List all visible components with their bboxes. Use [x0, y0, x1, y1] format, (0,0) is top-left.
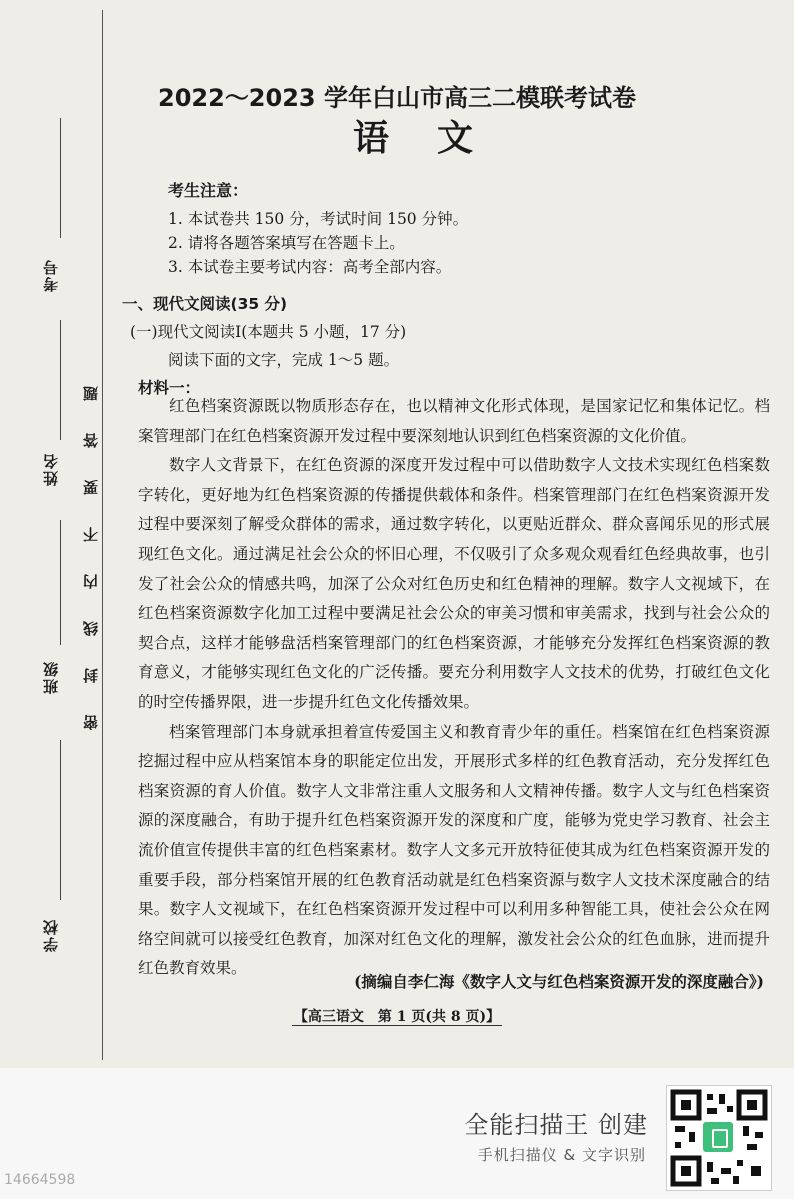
section-heading: 一、现代文阅读(35 分) [122, 295, 288, 313]
field-school-blank[interactable] [60, 740, 61, 900]
scanner-brand: 全能扫描王 创建 [464, 1111, 648, 1139]
passage-paragraph: 档案管理部门本身就承担着宣传爱国主义和教育青少年的重任。档案馆在红色档案资源挖掘过程中应从档案馆本身的职能定位出发，开展形式多样的红色教育活动，充分发挥红色档案资源的育人价值。数字人文非常注重人文服务和人文精神传播。数字人文与红色档案资源的深度融合，有助于提升红色档案资源开发的深度和广度，能够为党史学习教育、社会主流价值宣传提供丰富的红色档案素材。数字人文多元开放特征使其成为红色档案资源开发的重要手段，部分档案馆开展的红色教育活动就是红色档案资源与数字人文技术深度融合的结果。数字人文视域下，在红色档案资源开发过程中可以利用多种智能工具，使社会公众在网络空间就可以接受红色教育，加深对红色文化的理解，激发社会公众的红色血脉，进而提升红色教育效果。 [138, 722, 770, 978]
field-school-label: 学校 [42, 918, 60, 952]
notice-item: 3. 本试卷主要考试内容：高考全部内容。 [168, 258, 452, 276]
candidate-notice [168, 178, 468, 279]
binding-line [102, 10, 103, 1060]
field-class-blank[interactable] [60, 520, 61, 645]
scanner-app-icon [701, 1120, 735, 1154]
exam-title: 2022～2023 学年白山市高三二模联考试卷 [158, 84, 636, 112]
notice-item: 1. 本试卷共 150 分，考试时间 150 分钟。 [168, 210, 469, 228]
page-footer [0, 1006, 794, 1026]
scanner-tagline: 手机扫描仪 & 文字识别 [477, 1146, 646, 1164]
subject-title: 语文 [352, 118, 521, 159]
notice-heading: 考生注意： [168, 181, 249, 200]
field-class-label: 班级 [42, 660, 60, 694]
source-citation: (摘编自李仁海《数字人文与红色档案资源开发的深度融合》) [354, 972, 764, 991]
page-number: 【高三语文 第 1 页(共 8 页)】 [293, 1009, 501, 1025]
subsection-heading: (一)现代文阅读Ⅰ(本题共 5 小题，17 分) [130, 323, 407, 341]
watermark-code: 14664598 [4, 1172, 76, 1188]
field-name-label: 姓名 [42, 452, 60, 486]
passage-paragraph: 红色档案资源既以物质形态存在，也以精神文化形式体现，是国家记忆和集体记忆。档案管理部门在红色档案资源开发过程中要深刻地认识到红色档案资源的文化价值。 [138, 397, 770, 445]
passage-paragraph: 数字人文背景下，在红色资源的深度开发过程中可以借助数字人文技术实现红色档案数字转化，更好地为红色档案资源的传播提供载体和条件。档案管理部门在红色档案资源开发过程中要深刻了解受众群体的需求，通过数字转化，以更贴近群众、群众喜闻乐见的形式展现红色文化。通过满足社会公众的怀旧心理，不仅吸引了众多观众观看红色经典故事，也引发了社会公众的情感共鸣，加深了公众对红色历史和红色精神的理解。数字人文视域下，在红色档案资源数字化加工过程中要满足社会公众的审美习惯和审美需求，找到与社会公众的契合点，这样才能够盘活档案管理部门的红色档案资源，才能够充分发挥红色档案资源的教育意义，才能够实现红色文化的广泛传播。要充分利用数字人文技术的优势，打破红色文化的时空传播界限，进一步提升红色文化传播效果。 [138, 456, 770, 711]
reading-instruction: 阅读下面的文字，完成 1～5 题。 [168, 351, 400, 369]
seal-line-notice: 密封线内不要答题 [82, 354, 100, 730]
material-label: 材料一： [138, 379, 201, 397]
field-exam-number-label: 考号 [42, 258, 60, 292]
notice-item: 2. 请将各题答案填写在答题卡上。 [168, 234, 405, 252]
field-name-blank[interactable] [60, 320, 61, 440]
reading-passage [138, 392, 770, 984]
